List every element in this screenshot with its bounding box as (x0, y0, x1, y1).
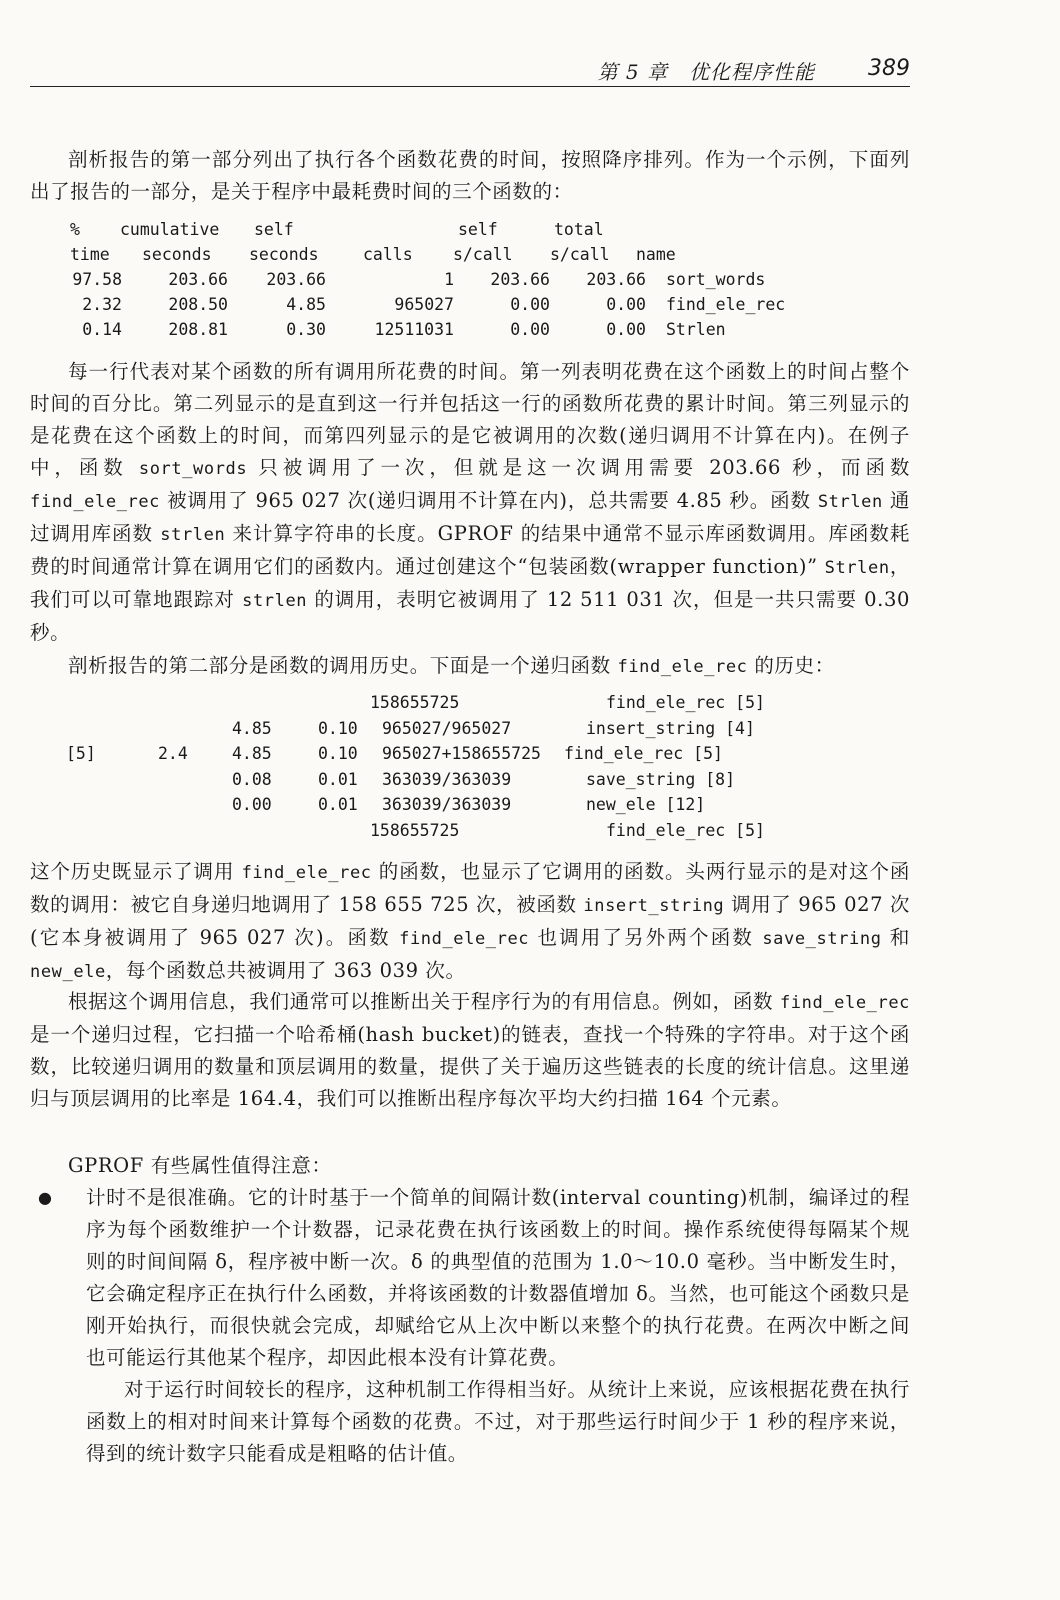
call-graph-row (66, 767, 736, 793)
self-cell: 0.00 (232, 795, 272, 814)
text-run: 来计算字符串的长度。GPROF 的结果中通常不显示库函数调用。库函数耗费的时间通常计算在调用它们的函数内。通过创建这个“包装函数(wrapper function)” (30, 522, 910, 578)
text-run: 的历史： (747, 654, 835, 677)
table-cell: Strlen (666, 320, 726, 339)
text-run: 被调用了 965 027 次(递归调用不计算在内)，总共需要 4.85 秒。函数 (160, 489, 818, 512)
intro-paragraph: 剖析报告的第一部分列出了执行各个函数花费的时间，按照降序排列。作为一个示例，下面列出了报告的一部分，是关于程序中最耗费时间的三个函数的： (30, 148, 910, 203)
explanation-paragraph (30, 356, 910, 649)
gprof-properties-heading: GPROF 有些属性值得注意： (68, 1154, 332, 1177)
text-run: 的调用，表明它被调用了 12 511 031 次，但是一共只需要 0.30 秒。 (30, 588, 910, 644)
table-cell: 4.85 (286, 295, 326, 314)
table-cell: find_ele_rec (666, 295, 786, 314)
history-explanation-paragraph (30, 856, 910, 988)
call-graph (66, 690, 765, 843)
called-cell: 965027/965027 (382, 718, 512, 738)
called-cell: 158655725 (370, 820, 460, 840)
code-insert-string: insert_string (583, 896, 725, 916)
header-cell: self (254, 220, 294, 239)
inference-paragraph (30, 986, 910, 1115)
code-strlen: strlen (160, 525, 226, 545)
header-cell: s/call (453, 245, 513, 264)
table-cell: 1 (444, 270, 454, 289)
text-run: 通过调用库函数 (30, 489, 910, 545)
table-cell: 0.14 (82, 320, 122, 339)
table-cell: 203.66 (586, 270, 646, 289)
table-cell: 208.50 (168, 295, 228, 314)
name-cell: find_ele_rec [5] (606, 693, 765, 712)
call-graph-row (66, 818, 765, 844)
children-cell: 0.10 (318, 744, 358, 763)
called-cell: 965027+158655725 (382, 744, 541, 763)
call-graph-row (66, 690, 765, 716)
table-cell: 203.66 (266, 270, 326, 289)
table-row (70, 267, 785, 292)
index-cell: [5] (66, 744, 96, 763)
header-cell: seconds (249, 245, 319, 264)
table-cell: 0.00 (606, 295, 646, 314)
name-cell: new_ele [12] (586, 795, 706, 814)
code-strlen: strlen (242, 591, 308, 611)
code-strlen-wrapper: Strlen (817, 492, 883, 512)
flat-profile-header-row (70, 217, 640, 242)
header-cell (414, 217, 458, 242)
code-strlen-wrapper: Strlen (824, 558, 890, 578)
table-cell: 0.00 (510, 295, 550, 314)
text-run: 和 (881, 926, 910, 949)
header-cell: name (636, 245, 676, 264)
text-run: 剖析报告的第二部分是函数的调用历史。下面是一个递归函数 (68, 654, 618, 677)
table-cell: 0.00 (606, 320, 646, 339)
table-cell: 965027 (394, 295, 454, 314)
self-cell: 4.85 (232, 744, 272, 763)
called-cell: 363039/363039 (382, 769, 512, 789)
header-cell: time (70, 245, 110, 264)
header-cell: s/call (550, 245, 610, 264)
table-cell: 12511031 (374, 320, 454, 339)
text-run: 这个历史既显示了调用 (30, 860, 242, 883)
text-run: 根据这个调用信息，我们通常可以推断出关于程序行为的有用信息。例如，函数 (68, 990, 780, 1013)
text-run: 也调用了另外两个函数 (529, 926, 763, 949)
page-number: 389 (868, 56, 910, 81)
table-cell: 203.66 (490, 270, 550, 289)
chapter-title: 第 5 章 优化程序性能 (597, 60, 815, 84)
name-cell: save_string [8] (586, 769, 736, 789)
table-cell: 0.00 (510, 320, 550, 339)
call-history-intro (30, 650, 910, 683)
bullet-item (30, 1182, 910, 1470)
text-run: 调用了 965 027 次(它本身被调用了 965 027 次)。函数 (30, 893, 910, 949)
table-row (70, 317, 785, 342)
name-cell: find_ele_rec [5] (564, 744, 723, 763)
header-cell: cumulative (120, 220, 220, 239)
bullet-icon: ● (38, 1188, 53, 1207)
table-cell: 2.32 (82, 295, 122, 314)
code-find-ele-rec: find_ele_rec (399, 929, 530, 949)
children-cell: 0.10 (318, 718, 358, 738)
table-cell: 0.30 (286, 320, 326, 339)
bullet-text: 计时不是很准确。它的计时基于一个简单的间隔计数(interval counting)机制，编译过的程序为每个函数维护一个计数器，记录花费在执行该函数上的时间。操作系统使得每隔某个规则的时间间隔 δ，程序被中断一次。δ 的典型值的范围为 1.0～10.0 毫秒。当中断发生时，它会确定程序正在执行什么函数，并将该函数的计数器值增加 δ。当然，也可能这个函数只是刚开始执行，而很快就会完成，却赋给它从上次中断以来整个的执行花费。在两次中断之间也可能运行其他某个程序，却因此根本没有计算花费。 (86, 1186, 910, 1369)
header-cell: calls (363, 245, 413, 264)
code-find-ele-rec: find_ele_rec (241, 863, 372, 883)
name-cell: find_ele_rec [5] (606, 820, 765, 840)
children-cell: 0.01 (318, 795, 358, 814)
table-cell: 203.66 (168, 270, 228, 289)
self-cell: 0.08 (232, 769, 272, 789)
text-run: 只被调用了一次，但就是这一次调用需要 203.66 秒，而函数 (247, 456, 911, 479)
running-head (30, 56, 910, 87)
header-cell: seconds (142, 245, 212, 264)
table-row (70, 292, 785, 317)
text-run: ，我们可以可靠地跟踪对 (30, 555, 911, 611)
self-cell: 4.85 (232, 718, 272, 738)
text-run: 的函数，也显示了它调用的函数。头两行显示的是对这个函数的调用：被它自身递归地调用了 158 655 725 次，被函数 (30, 860, 910, 916)
call-graph-row (66, 792, 706, 818)
call-graph-row (66, 716, 755, 742)
called-cell: 158655725 (370, 693, 460, 712)
code-find-ele-rec: find_ele_rec (30, 492, 161, 512)
header-cell: total (554, 220, 604, 239)
text-run: 是一个递归过程，它扫描一个哈希桶(hash bucket)的链表，查找一个特殊的字符串。对于这个函数，比较递归调用的数量和顶层调用的数量，提供了关于遍历这些链表的长度的统计信息。这里递归与顶层调用的比率是 164.4，我们可以推断出程序每次平均大约扫描 164 个元素。 (30, 1023, 910, 1110)
call-graph-row (66, 741, 723, 767)
pct-cell: 2.4 (158, 744, 188, 763)
flat-profile-header-row (70, 242, 676, 267)
bullet-follow-text: 对于运行时间较长的程序，这种机制工作得相当好。从统计上来说，应该根据花费在执行函数上的相对时间来计算每个函数的花费。不过，对于那些运行时间少于 1 秒的程序来说，得到的统计数字只能看成是粗略的估计值。 (86, 1378, 910, 1465)
called-cell: 363039/363039 (382, 795, 512, 814)
code-save-string: save_string (762, 929, 882, 949)
code-find-ele-rec: find_ele_rec (617, 657, 748, 677)
code-new-ele: new_ele (30, 962, 106, 982)
flat-profile-table (70, 217, 785, 342)
code-sort-words: sort_words (138, 459, 248, 479)
name-cell: insert_string [4] (586, 718, 755, 738)
children-cell: 0.01 (318, 769, 358, 789)
code-find-ele-rec: find_ele_rec (779, 993, 910, 1013)
table-cell: 97.58 (72, 270, 122, 289)
table-cell: sort_words (666, 270, 766, 289)
text-run: ，每个函数总共被调用了 363 039 次。 (105, 959, 466, 982)
table-cell: 208.81 (168, 320, 228, 339)
text-run: 每一行代表对某个函数的所有调用所花费的时间。第一列表明花费在这个函数上的时间占整个时间的百分比。第二列显示的是直到这一行并包括这一行的函数所花费的累计时间。第三列显示的是花费在这个函数上的时间，而第四列显示的是它被调用的次数(递归调用不计算在内)。在例子中，函数 (30, 360, 910, 479)
header-cell: self (458, 220, 498, 239)
header-cell: % (70, 220, 80, 239)
